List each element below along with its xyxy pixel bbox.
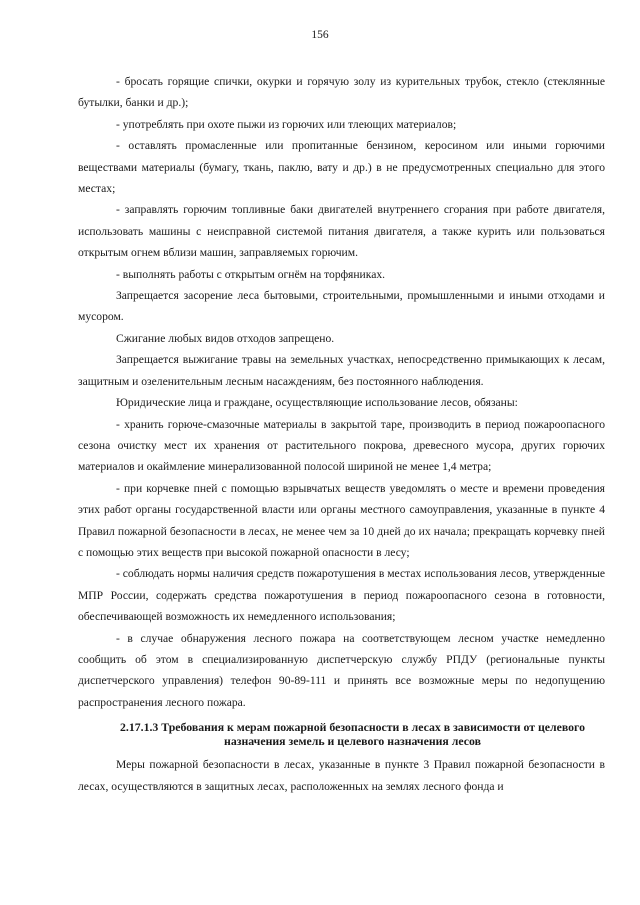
paragraph: - в случае обнаружения лесного пожара на соответствующем лесном участке немедленно сообщить об этом в специализированную диспетчерскую службу РПДУ (региональные пункты диспетчерского управления) телефон 90-89-111 и принять все возможные меры по недопущению распространения лесного пожара. xyxy=(78,631,605,709)
paragraph: - выполнять работы с открытым огнём на торфяниках. xyxy=(116,267,386,281)
paragraph: - заправлять горючим топливные баки двигателей внутреннего сгорания при работе двигателя, использовать машины с неисправной системой питания двигателя, а также курить или пользоваться открытым огнем вблизи машин, заправляемых горючим. xyxy=(78,203,605,260)
paragraph: - оставлять промасленные или пропитанные бензином, керосином или иными горючими веществами материалы (бумагу, ткань, паклю, вату и др.) в не предусмотренных специально для этого местах; xyxy=(78,139,605,196)
paragraph: Запрещается выжигание травы на земельных участках, непосредственно примыкающих к лесам, защитным и озеленительным лесным насаждениям, без постоянного наблюдения. xyxy=(78,353,605,388)
paragraph: Сжигание любых видов отходов запрещено. xyxy=(116,331,335,345)
paragraph: Юридические лица и граждане, осуществляющие использование лесов, обязаны: xyxy=(116,396,518,410)
paragraph: Меры пожарной безопасности в лесах, указанные в пункте 3 Правил пожарной безопасности в лесах, осуществляются в защитных лесах, расположенных на землях леcного фонда и xyxy=(78,758,605,793)
paragraph: - бросать горящие спички, окурки и горячую золу из курительных трубок, стекло (стеклянные бутылки, банки и др.); xyxy=(78,75,605,110)
paragraph: - при корчевке пней с помощью взрывчатых веществ уведомлять о месте и времени проведения этих работ органы государственной власти или органы местного самоуправления, указанные в пункте 4 Правил пожарной безопасности в лесах, не менее чем за 10 дней до их начала; прекращать корчевку пней с помощью этих веществ при высокой пожарной опасности в лесу; xyxy=(78,481,605,559)
paragraph: Запрещается засорение леса бытовыми, строительными, промышленными и иными отходами и мусором. xyxy=(78,289,605,324)
paragraph: - хранить горюче-смазочные материалы в закрытой таре, производить в период пожароопасного сезона очистку мест их хранения от растительного покрова, древесного мусора, других горючих материалов и окаймление минерализованной полосой шириной не менее 1,4 метра; xyxy=(78,417,605,474)
paragraph: - употреблять при охоте пыжи из горючих или тлеющих материалов; xyxy=(116,117,457,131)
paragraph: - соблюдать нормы наличия средств пожаротушения в местах использования лесов, утвержденные МПР России, содержать средства пожаротушения в период пожароопасного сезона в готовности, обеспечивающей возможность их немедленного использования; xyxy=(78,567,605,624)
section-heading: 2.17.1.3 Требования к мерам пожарной безопасности в лесах в зависимости от целевого назначения земель и целевого назначения лесов xyxy=(119,720,585,749)
document-body xyxy=(78,71,605,797)
page-number: 156 xyxy=(311,29,329,41)
